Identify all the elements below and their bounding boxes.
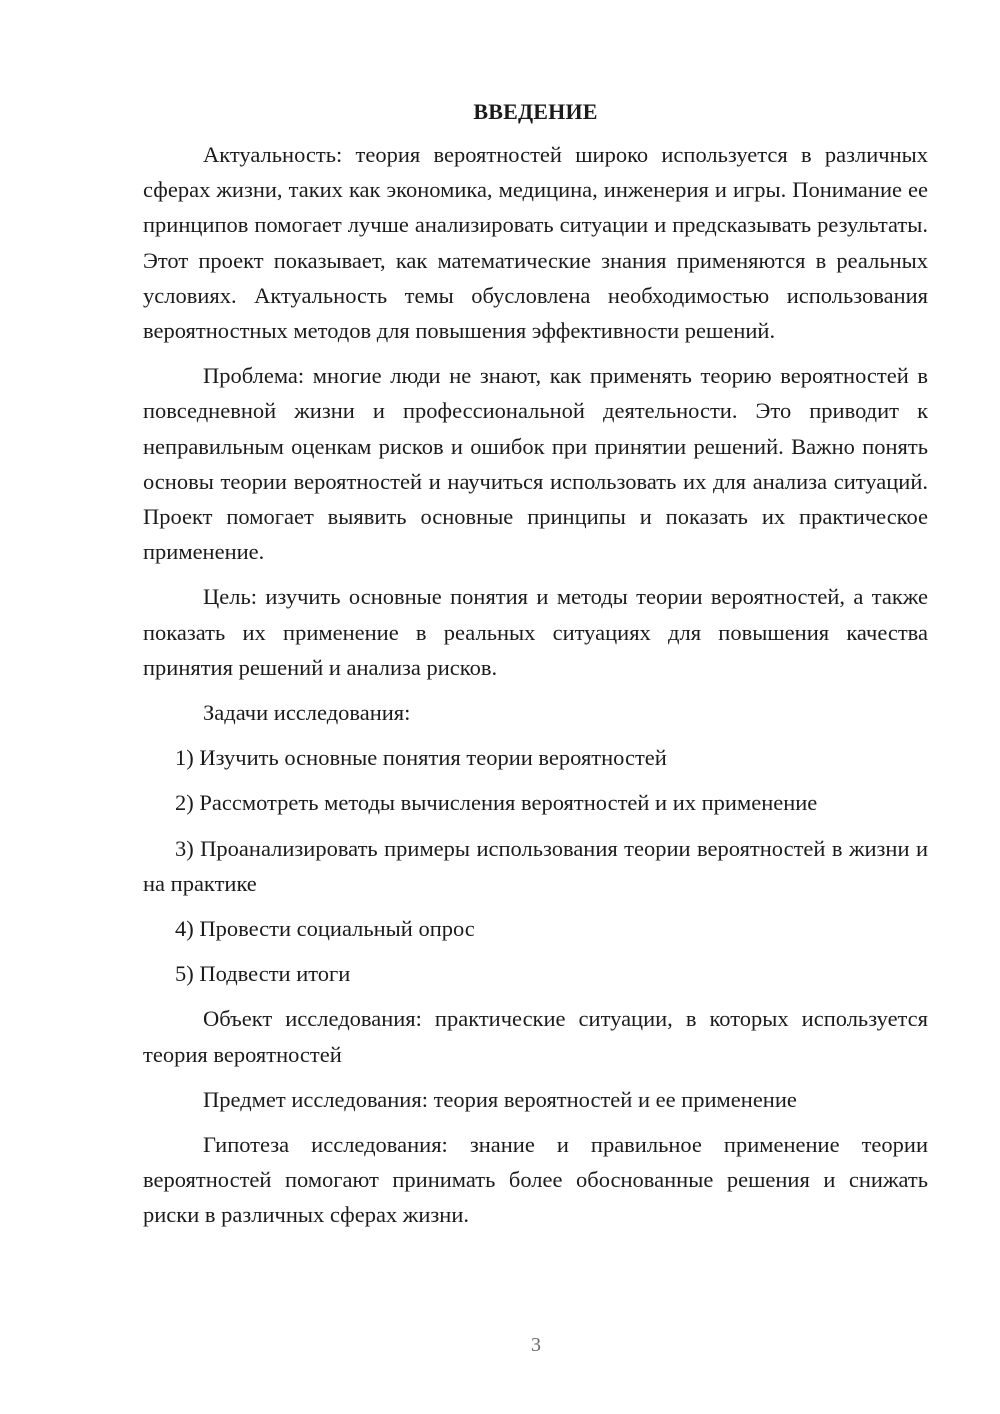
tasks-title: Задачи исследования: — [203, 700, 411, 726]
hypothesis-paragraph: Гипотеза исследования: знание и правильное применение теории вероятностей помогают принимать более обоснованные решения и снижать риски в различных сферах жизни. — [143, 1132, 928, 1228]
subject-paragraph: Предмет исследования: теория вероятностей и ее применение — [203, 1086, 797, 1112]
object-paragraph: Объект исследования: практические ситуации, в которых используется теория вероятностей — [143, 1006, 928, 1067]
problem-paragraph: Проблема: многие люди не знают, как применять теорию вероятностей в повседневной жизни и профессиональной деятельности. Это приводит к неправильным оценкам рисков и ошибок при принятии решений. Важно понять основы теории вероятностей и научиться использовать их для анализа ситуаций. Проект помогает выявить основные принципы и показать их практическое применение. — [143, 363, 928, 565]
task-item-5: 5) Подвести итоги — [175, 961, 351, 987]
page-number: 3 — [531, 1334, 541, 1356]
goal-paragraph: Цель: изучить основные понятия и методы теории вероятностей, а также показать их применение в реальных ситуациях для повышения качества принятия решений и анализа рисков. — [143, 584, 928, 680]
task-item-1: 1) Изучить основные понятия теории вероятностей — [175, 745, 667, 771]
task-item-3: 3) Проанализировать примеры использования теории вероятностей в жизни и на практике — [143, 835, 928, 896]
relevance-paragraph: Актуальность: теория вероятностей широко используется в различных сферах жизни, таких как экономика, медицина, инженерия и игры. Понимание ее принципов помогает лучше анализировать ситуации и предсказывать результаты. Этот проект показывает, как математические знания применяются в реальных условиях. Актуальность темы обусловлена необходимостью использования вероятностных методов для повышения эффективности решений. — [143, 142, 928, 344]
section-heading: ВВЕДЕНИЕ — [473, 99, 598, 124]
task-item-4: 4) Провести социальный опрос — [175, 916, 475, 942]
page-content — [143, 94, 928, 1243]
task-item-2: 2) Рассмотреть методы вычисления вероятностей и их применение — [175, 790, 818, 816]
